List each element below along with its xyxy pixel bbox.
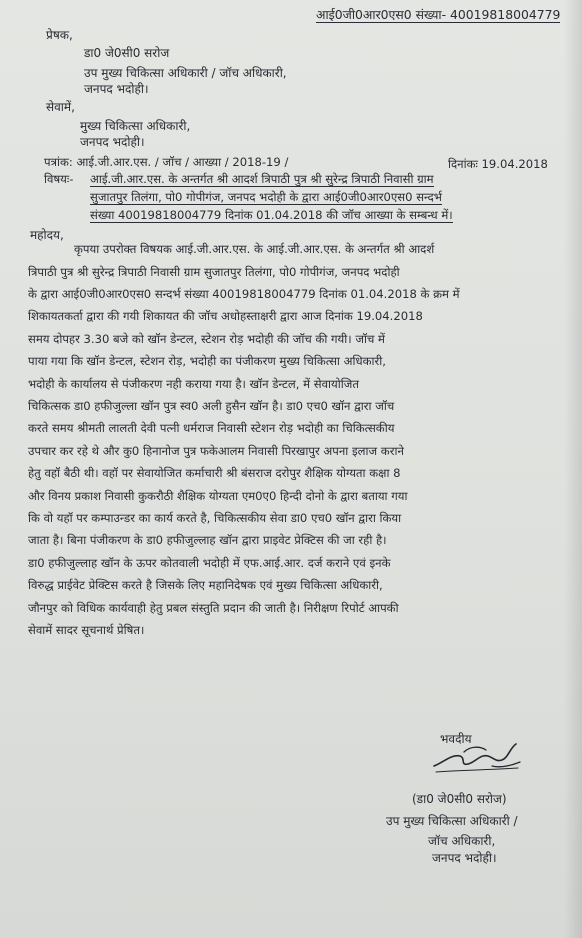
body-line: चिकित्सक डा0 हफीजुल्ला खॉन पुत्र स्व0 अली हुसैन खॉन है। डा0 एच0 खॉन द्वारा जॉच — [28, 399, 395, 413]
salutation: महोदय, — [30, 228, 64, 242]
body-line: करते समय श्रीमती लालती देवी पत्नी धर्मराज निवासी स्टेशन रोड़ भदोही का चिकित्सकीय — [28, 421, 395, 435]
body-line: समय दोपहर 3.30 बजे को खॉन डेन्टल, स्टेशन रोड़ भदोही की जॉच की गयी। जॉच में — [28, 332, 385, 346]
body-line: विरुद्ध प्राईवेट प्रेक्टिस करते है जिसके लिए महानिदेषक एवं मुख्य चिकित्सा अधिकारी, — [28, 578, 383, 592]
recipient-designation: मुख्य चिकित्सा अधिकारी, — [80, 119, 191, 133]
body-line: त्रिपाठी पुत्र श्री सुरेन्द्र त्रिपाठी निवासी ग्राम सुजातपुर तिलंगा, पो0 गोपीगंज, जनपद भदोही — [28, 265, 400, 279]
subject-line-3: संख्या 40019818004779 दिनांक 01.04.2018 की जॉच आख्या के सम्बन्ध में। — [90, 208, 453, 222]
recipient-label: सेवामें, — [46, 100, 75, 114]
sender-label: प्रेषक, — [46, 28, 73, 42]
body-line: भदोही के कार्यालय से पंजीकरण नही कराया गया है। खॉन डेन्टल, में सेवायोजित — [28, 377, 359, 391]
paper-fold-shadow — [564, 0, 582, 938]
sender-designation: उप मुख्य चिकित्सा अधिकारी / जॉच अधिकारी, — [84, 66, 287, 80]
body-line: कि वो यहॉ पर कम्पाउन्डर का कार्य करते है, चिकित्सकीय सेवा डा0 एच0 खॉन द्वारा किया — [28, 511, 402, 525]
body-line: शिकायतकर्ता द्वारा की गयी शिकायत की जॉच अधोहस्ताक्षरी द्वारा आज दिनांक 19.04.2018 — [28, 309, 423, 323]
body-line: हेतु वहॉ बैठी थी। वहॉ पर सेवायोजित कर्माचारी श्री बंसराज दरोपुर शैक्षिक योग्यता कक्षा 8 — [28, 466, 401, 480]
body-line: पाया गया कि खॉन डेन्टल, स्टेशन रोड़, भदोही का पंजीकरण मुख्य चिकित्सा अधिकारी, — [28, 354, 386, 368]
body-line: के द्वारा आई0जी0आर0एस0 सन्दर्भ संख्या 40019818004779 दिनांक 01.04.2018 के क्रम में — [28, 287, 460, 301]
recipient-district: जनपद भदोही। — [80, 135, 145, 149]
reference-number: आई0जी0आर0एस0 संख्या- 40019818004779 — [316, 7, 561, 22]
body-line: जाता है। बिना पंजीकरण के डा0 हफीजुल्लाह खॉन द्वारा प्राइवेट प्रेक्टिस की जा रही है। — [28, 533, 387, 547]
sender-name: डा0 जे0सी0 सरोज — [84, 46, 170, 60]
handwritten-signature — [430, 732, 524, 776]
body-line: डा0 हफीजुल्लाह खॉन के ऊपर कोतवाली भदोही में एफ.आई.आर. दर्ज कराने एवं इनके — [28, 556, 391, 570]
subject-line-2: सुजातपुर तिलंगा, पो0 गोपीगंज, जनपद भदोही के द्वारा आई0जी0आर0एस0 सन्दर्भ — [90, 190, 442, 204]
signatory-district: जनपद भदोही। — [432, 851, 497, 865]
body-line: और विनय प्रकाश निवासी कुकरौठी शैक्षिक योग्यता एम0ए0 हिन्दी दोनो के द्वारा बताया गया — [28, 489, 408, 503]
subject-label: विषयः- — [44, 172, 74, 186]
signatory-designation-1: उप मुख्य चिकित्सा अधिकारी / — [386, 814, 518, 828]
letter-date: दिनांकः 19.04.2018 — [448, 157, 548, 171]
body-line: जौनपुर को विधिक कार्यवाही हेतु प्रबल संस्तुति प्रदान की जाती है। निरीक्षण रिपोर्ट आपकी — [28, 601, 399, 615]
closing-label: भवदीय — [440, 732, 472, 746]
signatory-designation-2: जॉच अधिकारी, — [428, 834, 496, 848]
letter-number: पत्रांक: आई.जी.आर.एस. / जॉच / आख्या / 2018-19 / — [44, 155, 289, 169]
signatory-name: (डा0 जे0सी0 सरोज) — [412, 792, 507, 806]
sender-district: जनपद भदोही। — [84, 82, 149, 96]
subject-line-1: आई.जी.आर.एस. के अन्तर्गत श्री आदर्श त्रिपाठी पुत्र श्री सुरेन्द्र त्रिपाठी निवासी ग्राम — [90, 172, 434, 186]
body-line: सेवामें सादर सूचनार्थ प्रेषित। — [28, 623, 145, 637]
body-line: कृपया उपरोक्त विषयक आई.जी.आर.एस. के आई.जी.आर.एस. के अन्तर्गत श्री आदर्श — [74, 242, 435, 256]
body-line: उपचार कर रहे थे और कु0 हिनानोज पुत्र फकेआलम निवासी पिरखापुर अपना इलाज कराने — [28, 444, 404, 458]
